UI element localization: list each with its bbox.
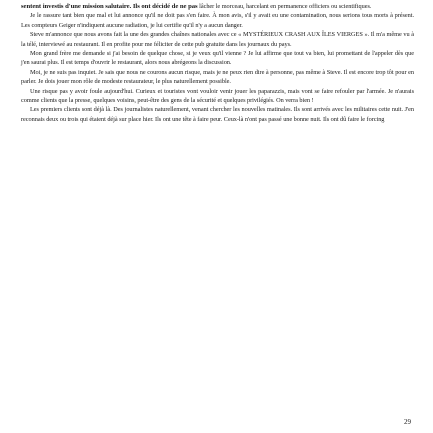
paragraph-text: lâcher le morceau, harcelant en permanence officiers ou scientifiques. bbox=[197, 3, 372, 10]
page-number: 29 bbox=[404, 418, 411, 426]
paragraph bbox=[21, 2, 414, 11]
paragraph: Les premiers clients sont déjà là. Des journalistes naturellement, venant chercher les nouvelles matinales. Ils sont arrivés avec les militaires cette nuit. J'en reconnais deux ou trois qui étaient déjà sur place hier. Ils ont une tête à faire peur. Ceux-là n'ont pas passé une bonne nuit. Ils ont dû faire le forcing bbox=[21, 106, 414, 123]
paragraph: Mon grand frère me demande si j'ai besoin de quelque chose, si je veux qu'il vienne ? Je lui affirme que tout va bien, lui promettant de l'appeler dès que j'en saurai plus. Il est temps d'ouvrir le restaurant, alors nous abrégeons la discussion. bbox=[21, 50, 414, 67]
paragraph-lead: sentent investis d'une mission salutaire. Ils ont décidé de ne pas bbox=[21, 3, 198, 10]
paragraph: Steve m'annonce que nous avons fait la une des grandes chaînes nationales avec ce « MYSTÉRIEUX CRASH AUX ÎLES VIERGES ». Il m'a même vu à la télé, interviewé au restaurant. Il en profite pour me féliciter de cette pub gratuite dans les journaux du pays. bbox=[21, 31, 414, 48]
paragraph: Moi, je ne suis pas inquiet. Je sais que nous ne courons aucun risque, mais je ne peux rien dire à personne, pas même à Steve. Il est encore trop tôt pour en parler. Je dois jouer mon rôle de modeste restaurateur, le plus naturellement possible. bbox=[21, 68, 414, 86]
paragraph: Une risque pas y avoir foule aujourd'hui. Curieux et touristes vont vouloir venir jouer les paparazzis, mais vont se faire refouler par l'armée. Je n'aurais comme clients que la presse, quelques voisins, peut-être des gens de la sécurité et quelques privilégiés. On verra bien ! bbox=[21, 87, 414, 105]
paragraph: Je le rassure tant bien que mal et lui annonce qu'il ne doit pas s'en faire. À mon avis, s'il y avait eu une contamination, nous serions tous morts à présent. Les compteurs Geiger n'indiquent aucune radiation, je lui certifie qu'il n'y a aucun danger. bbox=[21, 12, 414, 29]
